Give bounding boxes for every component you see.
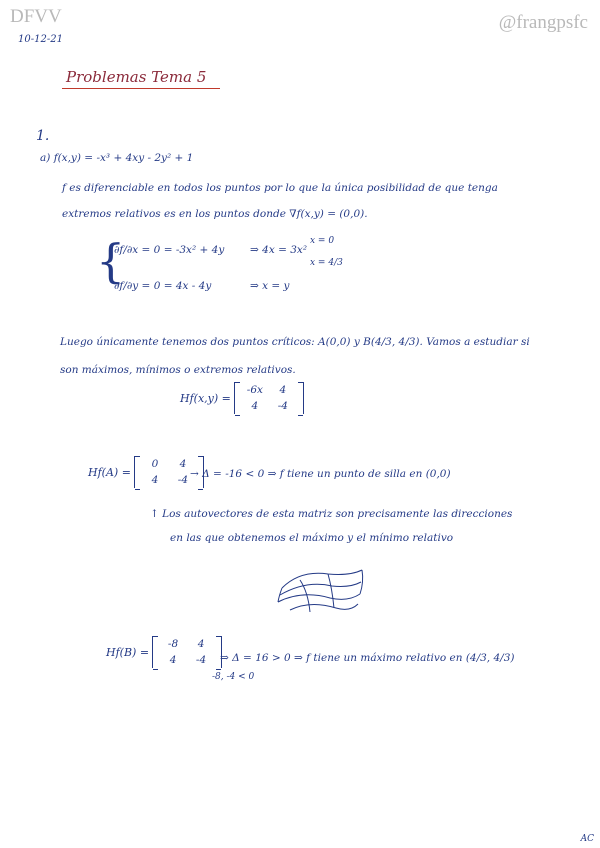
text-line-1a: f es diferenciable en todos los puntos por lo que la única posibilidad de que tenga — [62, 182, 498, 194]
equation-1: ∂f/∂x = 0 = -3x² + 4y — [114, 244, 225, 256]
page-title: Problemas Tema 5 — [66, 68, 207, 86]
text-line-1b: extremos relativos es en los puntos donde ∇f(x,y) = (0,0). — [62, 208, 368, 220]
system-brace: { — [96, 234, 126, 288]
matrix-cell: 4 — [169, 654, 177, 666]
problem-number: 1. — [36, 128, 50, 144]
hessian-a-label: Hf(A) = — [88, 465, 131, 479]
note-line-1: ↑ Los autovectores de esta matriz son precisamente las direcciones — [150, 508, 513, 520]
hessian-label: Hf(x,y) = — [180, 391, 231, 405]
watermark-left: DFVV — [10, 6, 62, 27]
hessian-matrix — [234, 382, 304, 414]
hessian-general — [180, 382, 304, 414]
watermark-right: @frangpsfc — [498, 12, 588, 33]
matrix-cell: 4 — [279, 384, 287, 396]
matrix-cell: 4 — [151, 474, 159, 486]
page-corner-mark: AC — [580, 834, 594, 844]
matrix-cell: -6x — [246, 384, 263, 396]
matrix-cell: 4 — [179, 458, 187, 470]
hessian-at-a — [88, 456, 204, 488]
equation-1-result: ⇒ 4x = 3x² — [250, 244, 308, 256]
hessian-b-subnote: -8, -4 < 0 — [212, 672, 255, 682]
matrix-cell: 4 — [251, 400, 259, 412]
root-x0: x = 0 — [310, 236, 335, 246]
text-line-2b: son máximos, mínimos o extremos relativos. — [60, 364, 296, 376]
hessian-b-label: Hf(B) = — [106, 645, 150, 659]
matrix-cell: 4 — [197, 638, 205, 650]
matrix-cell: -4 — [277, 400, 288, 412]
hessian-at-b — [106, 636, 222, 668]
hessian-b-matrix — [152, 636, 222, 668]
title-underline — [62, 88, 220, 89]
equation-2: ∂f/∂y = 0 = 4x - 4y — [114, 280, 212, 292]
hessian-b-result: ⇒ Δ = 16 > 0 ⇒ f tiene un máximo relativo en (4/3, 4/3) — [220, 652, 515, 664]
matrix-cell: -4 — [177, 474, 189, 486]
note-line-2: en las que obtenemos el máximo y el mínimo relativo — [170, 532, 454, 544]
date: 10-12-21 — [18, 34, 63, 45]
matrix-cell: -4 — [195, 654, 207, 666]
matrix-cell: -8 — [167, 638, 179, 650]
hessian-a-result: → Δ = -16 < 0 ⇒ f tiene un punto de silla en (0,0) — [190, 468, 451, 480]
root-x43: x = 4/3 — [310, 258, 343, 268]
function-definition: a) f(x,y) = -x³ + 4xy - 2y² + 1 — [40, 152, 194, 164]
saddle-surface-sketch — [270, 560, 370, 620]
matrix-cell: 0 — [151, 458, 159, 470]
equation-2-result: ⇒ x = y — [250, 280, 290, 292]
text-line-2a: Luego únicamente tenemos dos puntos críticos: A(0,0) y B(4/3, 4/3). Vamos a estudiar si — [60, 336, 530, 348]
